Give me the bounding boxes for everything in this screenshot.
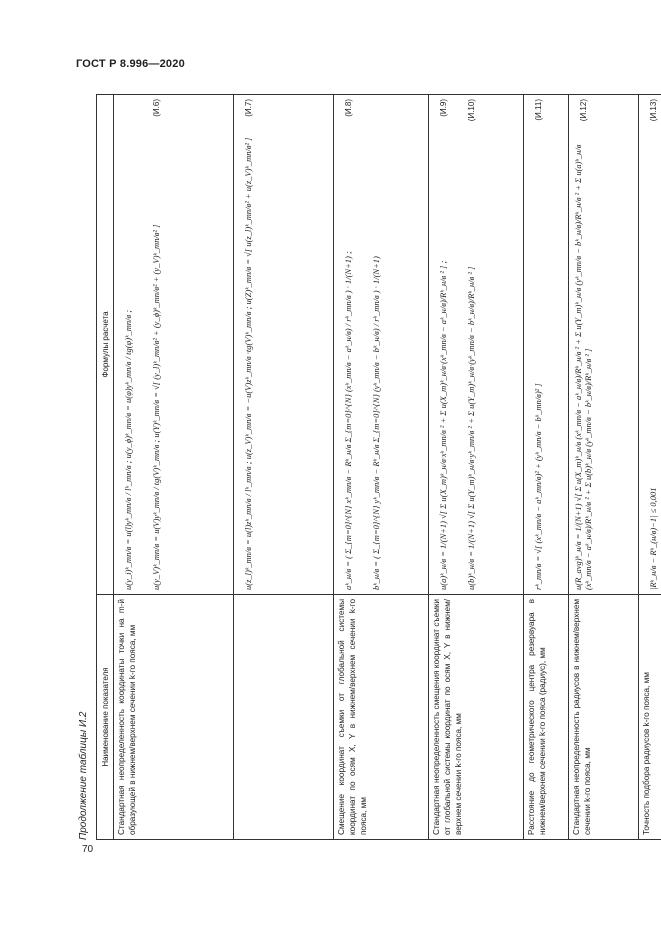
document-header: ГОСТ Р 8.996—2020 — [76, 58, 185, 70]
formula: rᵏ_mn/в = √[ (xᵏ_mn/в − aᵏ_mn/в)² + (yᵏ_mn/в − bᵏ_mn/в)² ] — [533, 383, 543, 590]
indicator-name: Стандартная неопределенность координаты точки на m-й образующей в нижнем/верхнем сечении k-го пояса, мм — [114, 595, 234, 840]
rotated-table — [96, 95, 658, 840]
table-row — [524, 95, 569, 840]
table-row — [334, 95, 429, 840]
formula-cell — [569, 95, 639, 595]
formula-number: (И.13) — [648, 99, 658, 122]
indicator-name: Точность подбора радиусов k-го пояса, мм — [639, 595, 661, 840]
formula: u(b)ᵏ_н/в = 1/(N+1) √[ Σ u(Y_m)ᵏ_н/в·yᵏ_mn/в ² + Σ u(Y_m)ᵏ_н/в·(yᵏ_mn/в − bᵏ_н/в)/Rᵏ_н/в ² ] — [466, 266, 476, 590]
table-row — [234, 95, 334, 840]
table-row — [429, 95, 524, 840]
table-row — [114, 95, 234, 840]
formula-number: (И.6) — [151, 99, 161, 117]
formula: u(z_l)ᵏ_mn/в = u(l)zᵏ_mn/в / lᵏ_mn/в ; u(z_V)ᵏ_mn/в = −u(V)zᵏ_mn/в ·tg(V)ᵏ_mn/в ; u(Z)ᵏ_mn/в = √[ u(z_l)ᵏ_mn/в² + u(z_V)ᵏ_mn/в² ] — [243, 137, 253, 590]
formula-cell — [639, 95, 661, 595]
table-row — [639, 95, 661, 840]
formula: bᵏ_н/в = ( Σ_{m=0}^{N} yᵏ_mn/в − Rᵏ_н/в Σ_{m=0}^{N} (yᵏ_mn/в − bᵏ_н/в) / rᵏ_mn/в ) · 1/(N+1) — [371, 256, 381, 590]
indicator-name: Стандартная неопределенность радиусов в нижнем/верхнем сечении k-го пояса, мм — [569, 595, 639, 840]
formula-number: (И.7) — [243, 99, 253, 117]
col-header-formula: Формулы расчета — [97, 95, 114, 595]
formula-cell — [234, 95, 334, 595]
formula-cell — [334, 95, 429, 595]
formula: u(y_V)ᵏ_mn/в = u(V)yᵏ_mn/в / tg(V)ᵏ_mn/в ; u(Y)ᵏ_mn/в = √[ (y_l)ᵏ_mn/в² + (y_ϕ)ᵏ_mn/в² + (y_V)ᵏ_mn/в² ] — [151, 224, 161, 590]
formula-number: (И.10) — [466, 99, 476, 122]
formula-cell — [114, 95, 234, 595]
formula-table — [96, 94, 661, 840]
table-row — [569, 95, 639, 840]
formula: |Rᵏ_н/в − Rᵏ_(н/в)−1| ≤ 0,001 — [648, 487, 658, 590]
formula-number: (И.12) — [578, 99, 588, 122]
formula: aᵏ_н/в = ( Σ_{m=0}^{N} xᵏ_mn/в − Rᵏ_н/в Σ_{m=0}^{N} (xᵏ_mn/в − aᵏ_н/в) / rᵏ_mn/в ) · 1/(N+1) ; — [343, 251, 353, 590]
formula-number: (И.8) — [343, 99, 353, 117]
indicator-name: Стандартная неопределенность смещения координат съемки от глобальной системы координат по осям X, Y в нижнем/верхнем сечении k-го пояса, мм — [429, 595, 524, 840]
formula: u(a)ᵏ_н/в = 1/(N+1) √[ Σ u(X_m)ᵏ_н/в·xᵏ_mn/в ² + Σ u(X_m)ᵏ_н/в·(xᵏ_mn/в − aᵏ_н/в)/Rᵏ_н/в ² ] ; — [438, 260, 448, 590]
formula-cell — [429, 95, 524, 595]
indicator-name: Смещение координат съемки от глобальной системы координат по осям X, Y в нижнем/верхнем сечении k-го пояса, мм — [334, 595, 429, 840]
formula-number: (И.11) — [533, 99, 543, 121]
formula: u(R_avg)ᵏ_н/в = 1/(N+1) √[ Σ u(X_m)ᵏ_н/в (xᵏ_mn/в − aᵏ_н/в)/Rᵏ_н/в ² + Σ u(Y_m)ᵏ_н/в (yᵏ_mn/в − bᵏ_н/в)/Rᵏ_н/в ² + Σ u(a)ᵏ_н/в (xᵏ_mn/в − aᵏ_н/в)/Rᵏ_н/в ² + Σ u(b)ᵏ_н/в (yᵏ_mn/в − bᵏ_н/в)/Rᵏ_н/в ² ] — [573, 144, 593, 590]
formula-number: (И.9) — [438, 99, 448, 117]
formula-cell — [524, 95, 569, 595]
page-number: 70 — [82, 844, 94, 855]
indicator-name — [234, 595, 334, 840]
table-caption: Продолжение таблицы И.2 — [78, 711, 89, 840]
indicator-name: Расстояние до геометрического центра резервуара в нижнем/верхнем сечении k-го пояса (радиус), мм — [524, 595, 569, 840]
col-header-name: Наименование показателя — [97, 595, 114, 840]
formula: u(y_i)ᵏ_mn/в = u(l)yᵏ_mn/в / lᵏ_mn/в ; u(y_ϕ)ᵏ_mn/в = u(φ)yᵏ_mn/в / tg(φ)ᵏ_mn/в ; — [123, 309, 133, 590]
